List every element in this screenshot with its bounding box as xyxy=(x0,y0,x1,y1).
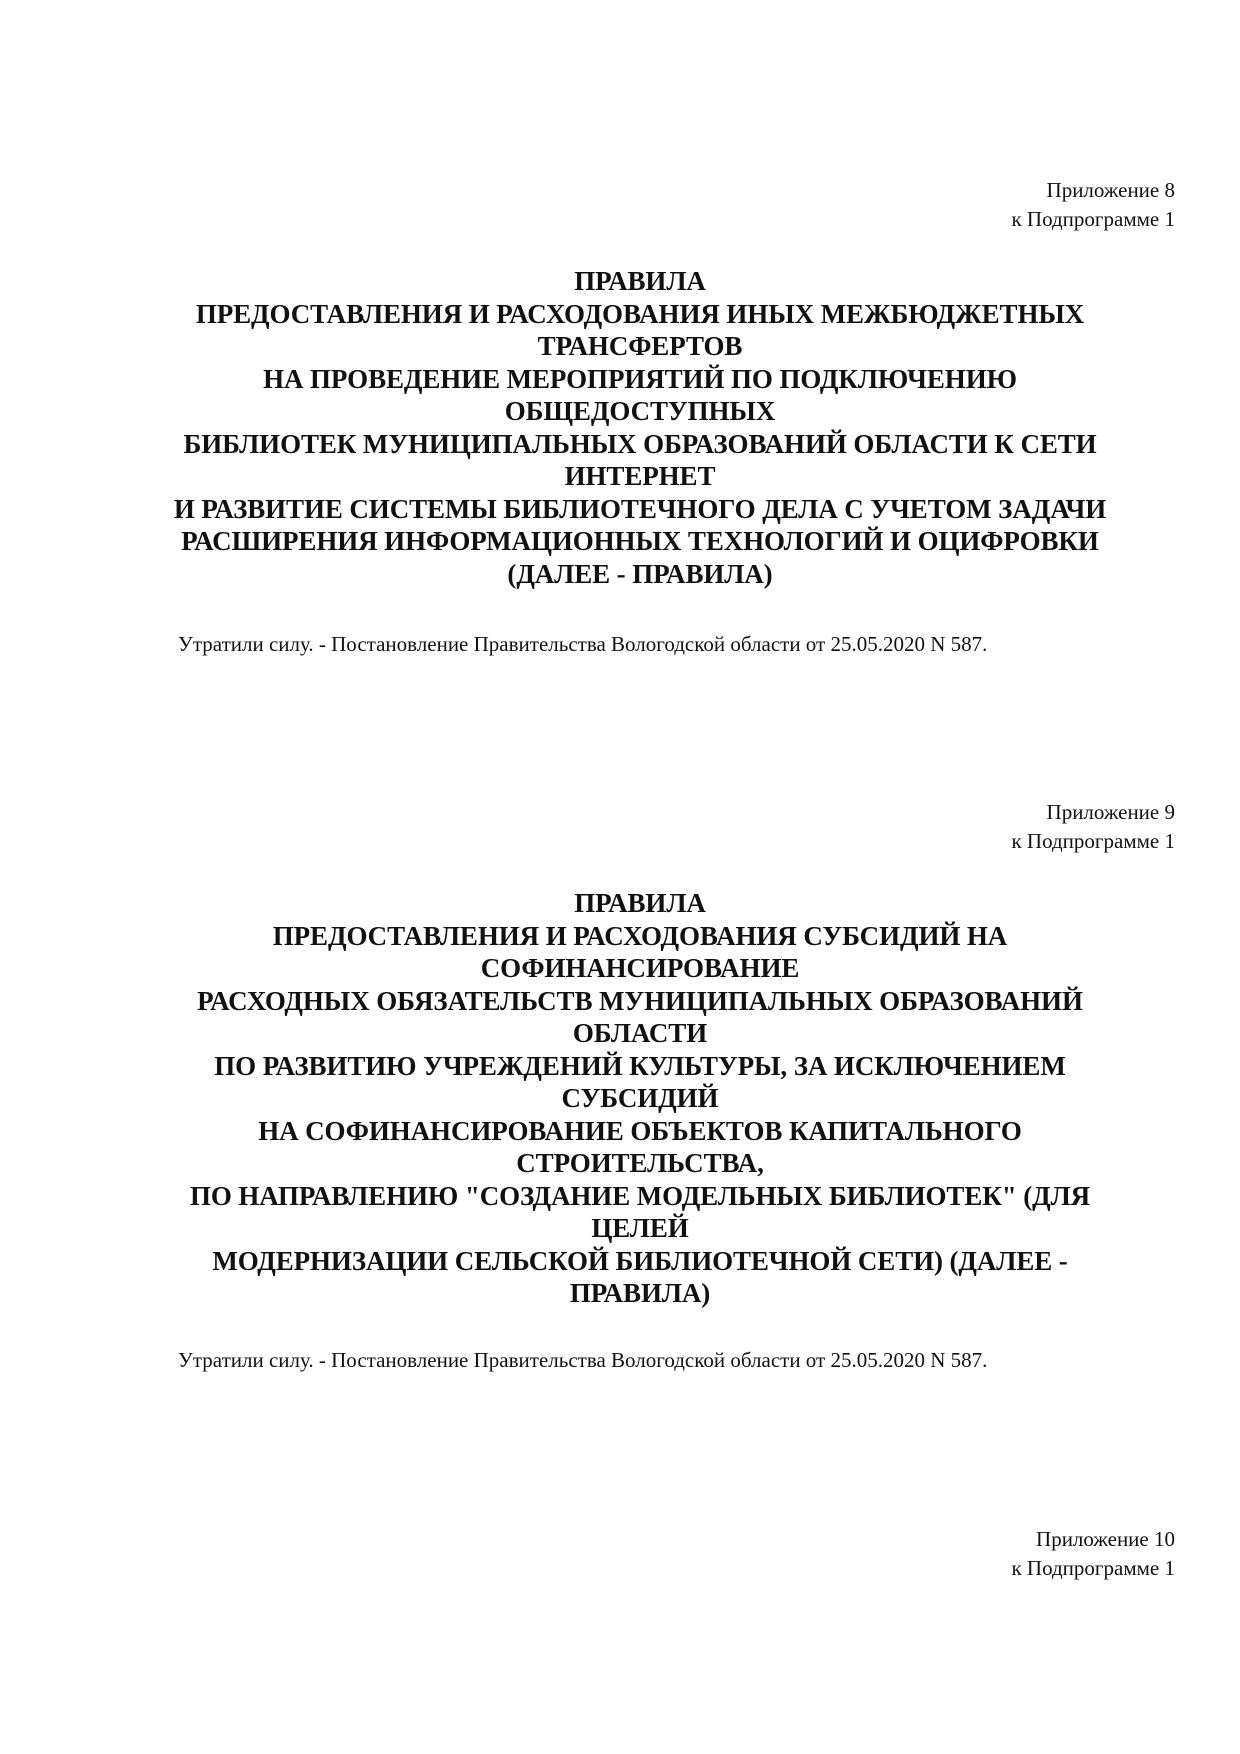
title-line: ПРАВИЛА xyxy=(574,888,706,918)
appendix-8-title xyxy=(140,265,1140,590)
appendix-10-reference xyxy=(1011,1525,1175,1583)
title-line: ПРЕДОСТАВЛЕНИЯ И РАСХОДОВАНИЯ ИНЫХ МЕЖБЮДЖЕТНЫХ xyxy=(195,298,1085,329)
title-line: ТРАНСФЕРТОВ xyxy=(537,331,743,361)
title-line: РАСХОДНЫХ ОБЯЗАТЕЛЬСТВ МУНИЦИПАЛЬНЫХ ОБРАЗОВАНИЙ xyxy=(197,985,1083,1016)
appendix-9-title xyxy=(140,887,1140,1310)
title-line: НА ПРОВЕДЕНИЕ МЕРОПРИЯТИЙ ПО ПОДКЛЮЧЕНИЮ xyxy=(263,363,1017,394)
title-line: ЦЕЛЕЙ xyxy=(591,1213,689,1243)
appendix-8-status-note: Утратили силу. - Постановление Правительства Вологодской области от 25.05.2020 N 587. xyxy=(178,632,988,656)
title-line: СТРОИТЕЛЬСТВА, xyxy=(516,1148,764,1178)
title-line: НА СОФИНАНСИРОВАНИЕ ОБЪЕКТОВ КАПИТАЛЬНОГО xyxy=(258,1115,1022,1146)
title-line: ПО НАПРАВЛЕНИЮ "СОЗДАНИЕ МОДЕЛЬНЫХ БИБЛИОТЕК" (ДЛЯ xyxy=(189,1180,1091,1211)
appendix-9-status-note: Утратили силу. - Постановление Правительства Вологодской области от 25.05.2020 N 587. xyxy=(178,1348,988,1372)
appendix-9-reference xyxy=(1011,798,1175,856)
title-line: И РАЗВИТИЕ СИСТЕМЫ БИБЛИОТЕЧНОГО ДЕЛА С УЧЕТОМ ЗАДАЧИ xyxy=(173,493,1107,524)
subprogram-reference: к Подпрограмме 1 xyxy=(1011,207,1175,231)
title-line: СУБСИДИЙ xyxy=(561,1083,719,1113)
title-line: ИНТЕРНЕТ xyxy=(564,461,716,491)
appendix-number: Приложение 9 xyxy=(1046,800,1175,824)
subprogram-reference: к Подпрограмме 1 xyxy=(1011,1556,1175,1580)
title-line: ОБЩЕДОСТУПНЫХ xyxy=(504,396,776,426)
title-line: ПО РАЗВИТИЮ УЧРЕЖДЕНИЙ КУЛЬТУРЫ, ЗА ИСКЛЮЧЕНИЕМ xyxy=(214,1050,1066,1081)
title-line: ПРАВИЛА xyxy=(574,266,706,296)
title-line: МОДЕРНИЗАЦИИ СЕЛЬСКОЙ БИБЛИОТЕЧНОЙ СЕТИ) (ДАЛЕЕ - xyxy=(212,1245,1068,1276)
title-line: ПРЕДОСТАВЛЕНИЯ И РАСХОДОВАНИЯ СУБСИДИЙ НА xyxy=(272,920,1008,951)
title-line: БИБЛИОТЕК МУНИЦИПАЛЬНЫХ ОБРАЗОВАНИЙ ОБЛАСТИ К СЕТИ xyxy=(183,428,1097,459)
appendix-number: Приложение 10 xyxy=(1036,1527,1175,1551)
title-line: ПРАВИЛА) xyxy=(569,1278,711,1308)
subprogram-reference: к Подпрограмме 1 xyxy=(1011,829,1175,853)
title-line: (ДАЛЕЕ - ПРАВИЛА) xyxy=(507,558,773,589)
title-line: РАСШИРЕНИЯ ИНФОРМАЦИОННЫХ ТЕХНОЛОГИЙ И ОЦИФРОВКИ xyxy=(181,526,1099,556)
appendix-number: Приложение 8 xyxy=(1046,178,1175,202)
appendix-8-reference xyxy=(1011,176,1175,234)
title-line: ОБЛАСТИ xyxy=(572,1018,708,1048)
title-line: СОФИНАНСИРОВАНИЕ xyxy=(480,953,800,983)
